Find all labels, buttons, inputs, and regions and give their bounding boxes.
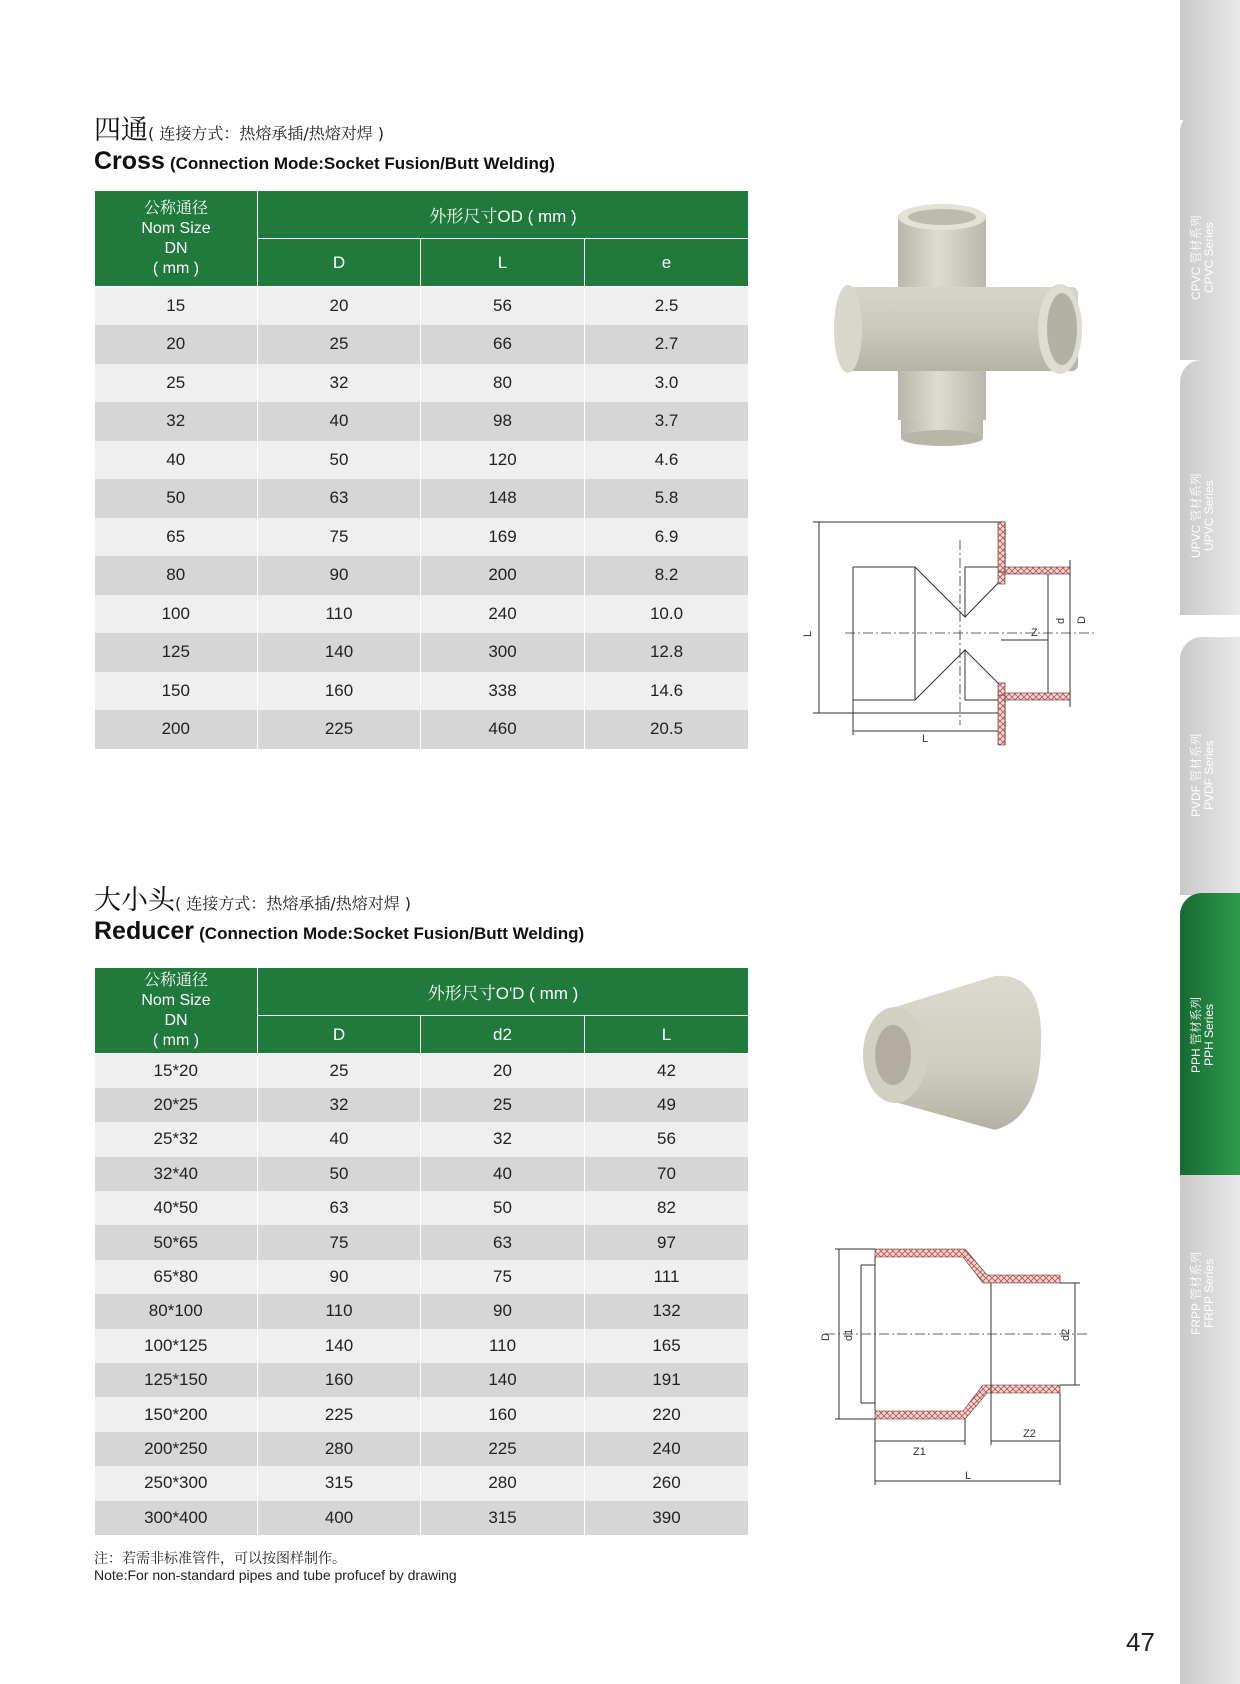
column-header: L (585, 1016, 749, 1054)
side-tab-pph[interactable] (1180, 893, 1240, 1175)
footnote-zh: 注：若需非标准管件，可以按图样制作。 (94, 1550, 346, 1566)
table-cell: 3.0 (585, 364, 749, 403)
table-row (95, 1329, 749, 1363)
table-cell: 12.8 (585, 633, 749, 672)
footnote (94, 1550, 457, 1584)
side-tab-cpvc-en: CPVC Series (1202, 222, 1216, 293)
side-tab-pph-en: PPH Series (1202, 1003, 1216, 1067)
table-cell: 225 (258, 710, 421, 749)
table-cell: 10.0 (585, 595, 749, 634)
reducer-dim-d2: d2 (1060, 1328, 1072, 1341)
reducer-title-zh-line (94, 878, 584, 917)
table-cell: 50 (421, 1191, 585, 1225)
table-row (95, 595, 749, 634)
table-cell: 240 (421, 595, 585, 634)
table-cell: 150*200 (95, 1397, 258, 1431)
table-cell: 70 (585, 1157, 749, 1191)
cross-dim-Z: Z (1031, 627, 1038, 639)
cross-title-zh: 四通 (94, 115, 148, 146)
reducer-technical-drawing (815, 1245, 1095, 1490)
table-cell: 20 (421, 1054, 585, 1088)
table-row (95, 1260, 749, 1294)
table-cell: 40*50 (95, 1191, 258, 1225)
reducer-heading (94, 878, 584, 946)
nom-size-header (95, 191, 258, 287)
table-cell: 20 (258, 287, 421, 326)
table-row (95, 633, 749, 672)
table-cell: 2.5 (585, 287, 749, 326)
table-cell: 50 (258, 441, 421, 480)
table-cell: 140 (258, 633, 421, 672)
table-cell: 160 (258, 1363, 421, 1397)
reducer-fitting-photo (855, 972, 1045, 1132)
table-cell: 110 (258, 1294, 421, 1328)
cross-subtitle-en: (Connection Mode:Socket Fusion/Butt Welding) (169, 154, 555, 173)
side-tab-frpp-zh: FRPP 管材系列 (1189, 1251, 1203, 1335)
side-tab-upvc[interactable] (1180, 360, 1240, 615)
side-tab-pvdf-en: PVDF Series (1202, 740, 1216, 811)
reducer-dim-L: L (965, 1470, 972, 1482)
table-cell: 250*300 (95, 1466, 258, 1500)
table-cell: 40 (258, 402, 421, 441)
reducer-title-en: Reducer (94, 917, 195, 945)
table-cell: 148 (421, 479, 585, 518)
table-row (95, 1088, 749, 1122)
table-cell: 32*40 (95, 1157, 258, 1191)
table-cell: 200 (421, 556, 585, 595)
table-cell: 32 (258, 364, 421, 403)
table-cell: 50 (258, 1157, 421, 1191)
reducer-dim-D: D (820, 1333, 832, 1341)
reducer-dim-Z2: Z2 (1023, 1428, 1036, 1440)
cross-spec-table (94, 190, 749, 749)
table-cell: 165 (585, 1329, 749, 1363)
table-cell: 25 (258, 1054, 421, 1088)
table-row (95, 1157, 749, 1191)
table-cell: 80 (95, 556, 258, 595)
table-cell: 120 (421, 441, 585, 480)
nom-size-unit: ( mm ) (152, 259, 200, 277)
table-cell: 125*150 (95, 1363, 258, 1397)
table-cell: 40 (421, 1157, 585, 1191)
table-cell: 3.7 (585, 402, 749, 441)
table-cell: 110 (258, 595, 421, 634)
table-row (95, 479, 749, 518)
table-cell: 20 (95, 325, 258, 364)
column-header: L (421, 239, 585, 287)
table-row (95, 364, 749, 403)
table-cell: 50 (95, 479, 258, 518)
table-cell: 5.8 (585, 479, 749, 518)
nom-size-dn: DN (164, 1011, 188, 1029)
table-cell: 65 (95, 518, 258, 557)
table-cell: 200*250 (95, 1432, 258, 1466)
nom-size-dn: DN (164, 239, 188, 257)
cross-dim-L-vertical: L (802, 630, 814, 637)
table-cell: 191 (585, 1363, 749, 1397)
od-group-header: 外形尺寸O'D ( mm ) (258, 968, 749, 1016)
table-row (95, 1225, 749, 1259)
side-tab-cpvc-label (1190, 215, 1216, 300)
reducer-title-zh: 大小头 (94, 885, 175, 916)
table-cell: 100*125 (95, 1329, 258, 1363)
table-row (95, 1466, 749, 1500)
table-cell: 50*65 (95, 1225, 258, 1259)
table-cell: 25*32 (95, 1122, 258, 1156)
nom-size-header (95, 968, 258, 1054)
table-cell: 390 (585, 1501, 749, 1535)
table-cell: 2.7 (585, 325, 749, 364)
table-cell: 338 (421, 672, 585, 711)
table-cell: 80*100 (95, 1294, 258, 1328)
table-cell: 90 (258, 556, 421, 595)
table-cell: 150 (95, 672, 258, 711)
side-tab-frpp[interactable] (1180, 1175, 1240, 1415)
table-cell: 111 (585, 1260, 749, 1294)
side-tab-cpvc-zh: CPVC 管材系列 (1189, 215, 1203, 300)
table-row (95, 556, 749, 595)
reducer-subtitle-zh: ( 连接方式：热熔承插/热熔对焊 ) (175, 894, 412, 913)
side-tab-frpp-label (1190, 1252, 1216, 1335)
table-cell: 240 (585, 1432, 749, 1466)
side-tab-pvdf-zh: PVDF 管材系列 (1189, 733, 1203, 817)
side-tab-upvc-label (1190, 473, 1216, 558)
table-row (95, 1054, 749, 1088)
table-cell: 160 (421, 1397, 585, 1431)
table-cell: 315 (421, 1501, 585, 1535)
table-cell: 15*20 (95, 1054, 258, 1088)
table-cell: 66 (421, 325, 585, 364)
table-cell: 260 (585, 1466, 749, 1500)
reducer-spec-table (94, 967, 749, 1535)
side-tab-upvc-zh: UPVC 管材系列 (1189, 473, 1203, 558)
page-number: 47 (1126, 1627, 1155, 1657)
table-cell: 460 (421, 710, 585, 749)
column-header: e (585, 239, 749, 287)
table-cell: 280 (421, 1466, 585, 1500)
cross-dim-D: D (1076, 616, 1088, 624)
nom-size-unit: ( mm ) (152, 1031, 200, 1049)
table-cell: 56 (421, 287, 585, 326)
side-tab-pph-label (1190, 997, 1216, 1073)
table-cell: 220 (585, 1397, 749, 1431)
series-side-tabs (1180, 0, 1240, 1684)
nom-size-zh: 公称通径 (143, 971, 208, 989)
nom-size-en: Nom Size (141, 219, 211, 237)
table-cell: 63 (421, 1225, 585, 1259)
cross-heading (94, 108, 555, 176)
table-row (95, 710, 749, 749)
reducer-dim-d1: d1 (843, 1328, 855, 1341)
table-row (95, 1122, 749, 1156)
table-row (95, 402, 749, 441)
table-row (95, 1363, 749, 1397)
table-cell: 63 (258, 479, 421, 518)
table-cell: 75 (258, 1225, 421, 1259)
table-cell: 40 (95, 441, 258, 480)
table-cell: 90 (421, 1294, 585, 1328)
table-cell: 75 (421, 1260, 585, 1294)
table-cell: 20*25 (95, 1088, 258, 1122)
table-cell: 42 (585, 1054, 749, 1088)
table-cell: 75 (258, 518, 421, 557)
cross-title-zh-line (94, 108, 555, 147)
table-cell: 90 (258, 1260, 421, 1294)
table-row (95, 287, 749, 326)
table-cell: 300 (421, 633, 585, 672)
table-cell: 110 (421, 1329, 585, 1363)
table-cell: 25 (95, 364, 258, 403)
table-row (95, 325, 749, 364)
table-row (95, 441, 749, 480)
cross-fitting-photo (828, 195, 1090, 450)
column-header: d2 (421, 1016, 585, 1054)
table-cell: 225 (421, 1432, 585, 1466)
table-cell: 82 (585, 1191, 749, 1225)
table-cell: 300*400 (95, 1501, 258, 1535)
column-header: D (258, 1016, 421, 1054)
od-group-header: 外形尺寸OD ( mm ) (258, 191, 749, 239)
side-tab-pph-zh: PPH 管材系列 (1189, 996, 1203, 1073)
table-cell: 8.2 (585, 556, 749, 595)
reducer-subtitle-en: (Connection Mode:Socket Fusion/Butt Welding) (199, 924, 585, 943)
table-cell: 25 (258, 325, 421, 364)
table-cell: 225 (258, 1397, 421, 1431)
reducer-dim-Z1: Z1 (913, 1446, 926, 1458)
table-cell: 140 (258, 1329, 421, 1363)
nom-size-en: Nom Size (141, 991, 211, 1009)
table-cell: 140 (421, 1363, 585, 1397)
nom-size-zh: 公称通径 (143, 199, 208, 217)
table-cell: 4.6 (585, 441, 749, 480)
table-cell: 160 (258, 672, 421, 711)
table-cell: 97 (585, 1225, 749, 1259)
cross-technical-drawing (802, 520, 1105, 745)
table-cell: 49 (585, 1088, 749, 1122)
cross-dim-L-horizontal: L (922, 733, 929, 745)
table-cell: 132 (585, 1294, 749, 1328)
table-cell: 65*80 (95, 1260, 258, 1294)
table-row (95, 518, 749, 557)
table-cell: 169 (421, 518, 585, 557)
table-cell: 20.5 (585, 710, 749, 749)
table-row (95, 1501, 749, 1535)
footnote-en: Note:For non-standard pipes and tube profucef by drawing (94, 1567, 457, 1583)
table-cell: 200 (95, 710, 258, 749)
table-cell: 56 (585, 1122, 749, 1156)
side-tab-pvdf[interactable] (1180, 637, 1240, 895)
table-cell: 14.6 (585, 672, 749, 711)
side-tab-bottom (1180, 1415, 1240, 1684)
table-row (95, 1294, 749, 1328)
cross-title-en-line (94, 147, 555, 176)
cross-title-en: Cross (94, 147, 165, 175)
table-cell: 25 (421, 1088, 585, 1122)
table-cell: 63 (258, 1191, 421, 1225)
side-tab-frpp-en: FRPP Series (1202, 1258, 1216, 1329)
side-tab-pvdf-label (1190, 734, 1216, 817)
side-tab-top (1180, 0, 1240, 120)
table-cell: 32 (421, 1122, 585, 1156)
table-cell: 400 (258, 1501, 421, 1535)
table-cell: 15 (95, 287, 258, 326)
table-cell: 315 (258, 1466, 421, 1500)
side-tab-upvc-en: UPVC Series (1202, 480, 1216, 551)
table-cell: 100 (95, 595, 258, 634)
table-row (95, 1397, 749, 1431)
table-cell: 6.9 (585, 518, 749, 557)
side-tab-cpvc[interactable] (1180, 110, 1240, 360)
table-cell: 80 (421, 364, 585, 403)
table-cell: 32 (95, 402, 258, 441)
column-header: D (258, 239, 421, 287)
table-row (95, 672, 749, 711)
table-row (95, 1191, 749, 1225)
reducer-title-en-line (94, 917, 584, 946)
table-row (95, 1432, 749, 1466)
table-cell: 280 (258, 1432, 421, 1466)
cross-subtitle-zh: ( 连接方式：热熔承插/热熔对焊 ) (148, 124, 385, 143)
cross-dim-d: d (1055, 617, 1067, 624)
table-cell: 125 (95, 633, 258, 672)
table-cell: 40 (258, 1122, 421, 1156)
table-cell: 32 (258, 1088, 421, 1122)
table-cell: 98 (421, 402, 585, 441)
